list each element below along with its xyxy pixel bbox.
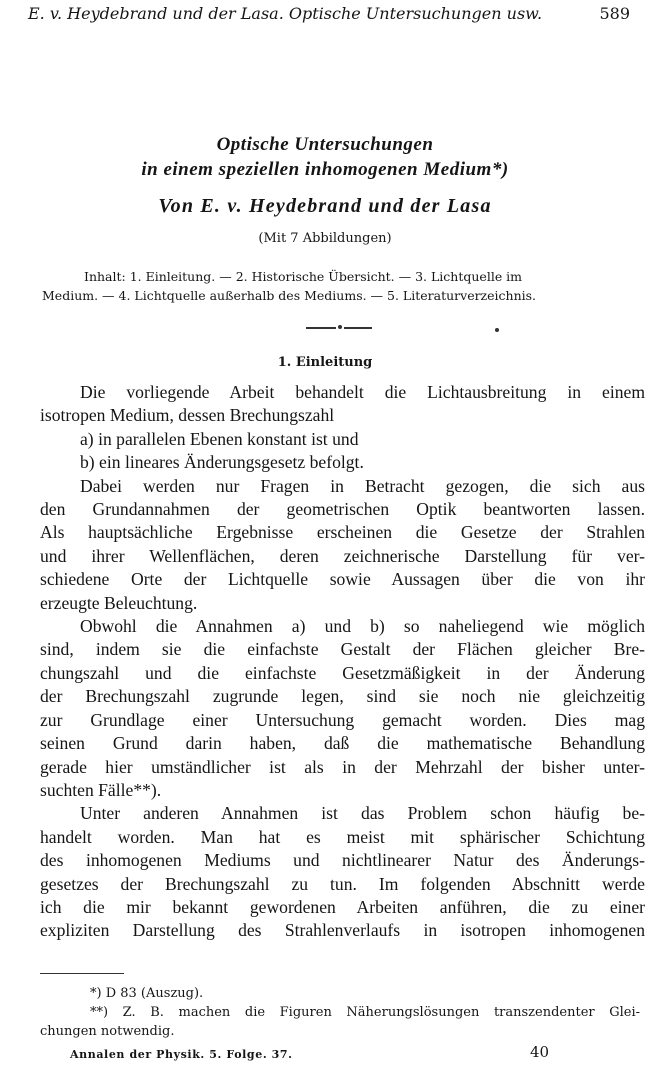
body-line: suchten Fälle**).: [40, 779, 162, 800]
page-number: 589: [599, 4, 630, 23]
title-line-2: in einem speziellen inhomogenen Medium*): [141, 159, 509, 180]
body-line: gerade hier umständlicher ist als in der Mehrzahl der bisher unter-: [40, 756, 645, 777]
footnotes: [40, 984, 640, 1041]
body-line: und ihrer Wellenflächen, deren zeichnerische Darstellung für ver-: [40, 545, 645, 566]
body-line: a) in parallelen Ebenen konstant ist und: [80, 428, 359, 449]
title-line-1: Optische Untersuchungen: [216, 134, 434, 155]
body-line: erzeugte Beleuchtung.: [40, 592, 198, 613]
body-line: der Brechungszahl zugrunde legen, sind sie noch nie gleichzeitig: [40, 686, 645, 707]
body-line: gesetzes der Brechungszahl zu tun. Im folgenden Abschnitt werde: [40, 873, 645, 894]
body-line: Die vorliegende Arbeit behandelt die Lichtausbreitung in einem: [80, 382, 645, 402]
journal-reference: Annalen der Physik. 5. Folge. 37.: [70, 1048, 293, 1061]
body-line: isotropen Medium, dessen Brechungszahl: [40, 405, 335, 426]
author-line: Von E. v. Heydebrand und der Lasa: [158, 195, 492, 217]
body-line: des inhomogenen Mediums und nichtlinearer Natur des Änderungs-: [40, 850, 645, 871]
separator-dot: [338, 325, 342, 329]
footnote-2-line-1: **) Z. B. machen die Figuren Näherungslösungen transzendenter Glei-: [90, 1005, 640, 1020]
figures-note: (Mit 7 Abbildungen): [258, 231, 392, 246]
table-of-contents: [42, 267, 642, 305]
bottom-line: [40, 1043, 640, 1066]
contents-line-2: Medium. — 4. Lichtquelle außerhalb des Mediums. — 5. Literaturverzeichnis.: [42, 288, 537, 303]
footnote-2-line-2: chungen notwendig.: [40, 1024, 175, 1039]
article-title: [0, 132, 650, 182]
contents-line-1: Inhalt: 1. Einleitung. — 2. Historische Übersicht. — 3. Lichtquelle im: [84, 269, 523, 284]
body-line: ich die mir bekannt gewordenen Arbeiten anführen, die zu einer: [40, 896, 645, 917]
section-heading: 1. Einleitung: [277, 355, 373, 370]
body-line: sind, indem sie die einfachste Gestalt der Flächen gleicher Bre-: [40, 639, 645, 660]
body-line: Obwohl die Annahmen a) und b) so naheliegend wie möglich: [80, 616, 645, 637]
running-head-text: E. v. Heydebrand und der Lasa. Optische Untersuchungen usw.: [28, 4, 543, 23]
body-line: Als hauptsächliche Ergebnisse erscheinen die Gesetze der Strahlen: [40, 522, 645, 543]
footnote-rule: [40, 973, 124, 974]
print-speck: [495, 328, 499, 332]
body-line: schiedene Orte der Lichtquelle sowie Aussagen über die von ihr: [40, 569, 645, 590]
body-line: chungszahl und die einfachste Gesetzmäßigkeit in der Änderung: [40, 662, 645, 683]
footnote-1: *) D 83 (Auszug).: [90, 986, 204, 1001]
separator-rule-left: [306, 327, 336, 329]
signature-mark: 40: [530, 1043, 550, 1061]
body-line: seinen Grund darin haben, daß die mathematische Behandlung: [40, 733, 645, 754]
body-line: handelt worden. Man hat es meist mit sphärischer Schichtung: [40, 826, 645, 847]
body-line: den Grundannahmen der geometrischen Optik beantworten lassen.: [40, 499, 645, 520]
separator-rule-right: [344, 327, 372, 329]
body-line: Unter anderen Annahmen ist das Problem schon häufig be-: [80, 803, 645, 824]
body-text: [40, 381, 645, 943]
body-line: expliziten Darstellung des Strahlenverlaufs in isotropen inhomogenen: [40, 920, 645, 941]
body-line: b) ein lineares Änderungsgesetz befolgt.: [80, 452, 364, 473]
body-line: zur Grundlage einer Untersuchung gemacht worden. Dies mag: [40, 709, 645, 730]
body-line: Dabei werden nur Fragen in Betracht gezogen, die sich aus: [80, 475, 645, 496]
running-head: [28, 3, 630, 29]
